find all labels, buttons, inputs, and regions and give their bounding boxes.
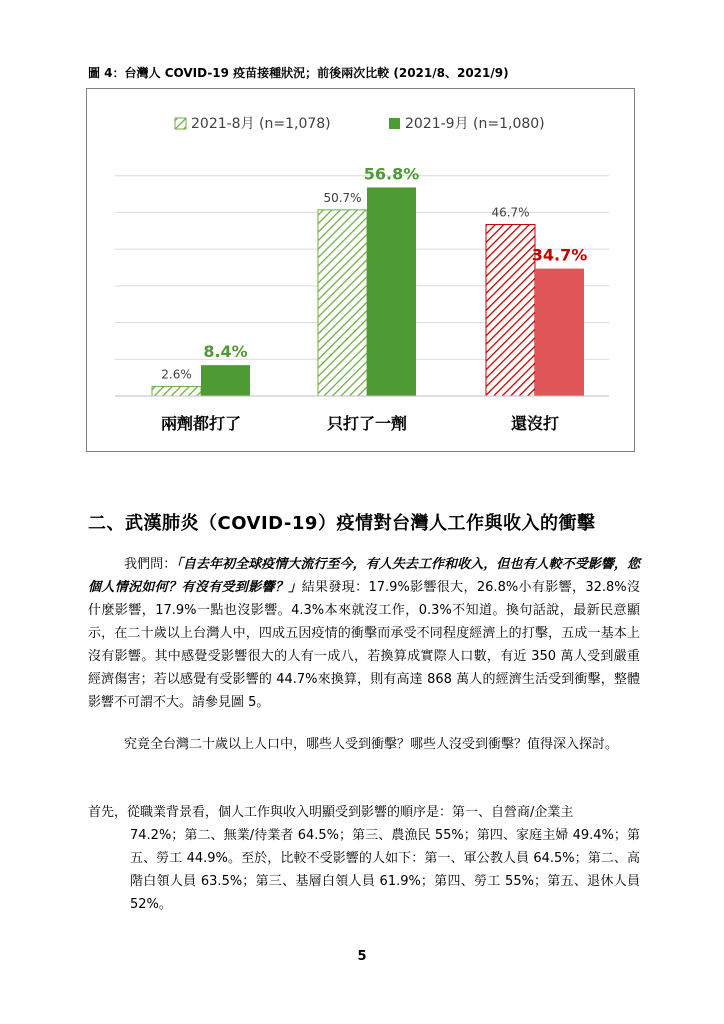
data-label-2021-9-3: 34.7% (531, 245, 588, 265)
chart-svg (87, 89, 634, 451)
data-label-2021-8-2: 50.7% (323, 190, 362, 205)
data-label-2021-9-2: 56.8% (363, 164, 420, 184)
legend-swatch-2021-9 (389, 118, 400, 129)
paragraph-body: 結果發現：17.9%影響很大，26.8%小有影響，32.8%沒什麼影響，17.9%一點也沒影響。4.3%本來就沒工作，0.3%不知道。換句話說，最新民意顯示，在二十歲以上台灣人中，四成五因疫情的衝擊而承受不同程度經濟上的打擊，五成一基本上沒有影響。其中感覺受影響很大的人有一成八，若換算成實際人口數，有近 350 萬人受到嚴重經濟傷害；若以感覺有受影響的 44.7%來換算，則有高達 868 萬人的經濟生活受到衝擊，整體影響不可謂不大。請參見圖 5。 (88, 580, 640, 710)
bar-2021-9-3 (535, 269, 584, 396)
page-number: 5 (357, 949, 367, 964)
paragraph-intro: 我們問： (124, 557, 177, 572)
legend-label-2021-8: 2021-8月 (n=1,078) (191, 116, 331, 132)
bar-2021-8-3 (486, 225, 535, 396)
paragraph-occupation-first-line: 首先，從職業背景看，個人工作與收入明顯受到影響的順序是：第一、自營商/企業主 (88, 805, 574, 820)
paragraph-occupation (88, 801, 640, 916)
x-tick-label-2: 只打了一劑 (326, 414, 408, 433)
data-label-2021-8-3: 46.7% (491, 205, 530, 220)
section-title: 二、武漢肺炎（COVID-19）疫情對台灣人工作與收入的衝擊 (88, 513, 596, 534)
legend-swatch-2021-8 (175, 118, 186, 129)
paragraph-question (88, 733, 640, 756)
survey-question-quote: 「自去年初全球疫情大流行至今，有人失去工作和收入，但也有人較不受影響，您個人情況如何？有沒有受到影響？」 (88, 557, 640, 595)
x-tick-label-3: 還沒打 (510, 414, 560, 433)
legend-label-2021-9: 2021-9月 (n=1,080) (405, 116, 545, 132)
chart-legend (175, 116, 545, 132)
paragraph-occupation-rest: 74.2%；第二、無業/待業者 64.5%；第三、農漁民 55%；第四、家庭主婦 49.4%；第五、勞工 44.9%。至於，比較不受影響的人如下：第一、軍公教人員 64.5%；第二、高階白領人員 63.5%；第三、基層白領人員 61.9%；第四、勞工 55%；第五、退休人員 52%。 (130, 828, 640, 912)
data-label-2021-8-1: 2.6% (161, 367, 192, 382)
bar-2021-8-2 (318, 210, 367, 396)
bar-2021-8-1 (152, 386, 201, 396)
paragraph-question-text: 究竟全台灣二十歲以上人口中，哪些人受到衝擊？哪些人沒受到衝擊？值得深入探討。 (124, 737, 619, 752)
x-tick-label-1: 兩劑都打了 (160, 414, 242, 433)
x-tick-labels (161, 414, 559, 433)
figure-caption: 圖 4：台灣人 COVID-19 疫苗接種狀況；前後兩次比較 (2021/8、2021/9) (88, 66, 509, 80)
bar-2021-9-2 (367, 187, 416, 396)
bar-2021-9-1 (201, 365, 250, 396)
vaccination-chart (86, 88, 635, 452)
data-label-2021-9-1: 8.4% (203, 342, 248, 362)
paragraph-survey-result (88, 553, 640, 714)
